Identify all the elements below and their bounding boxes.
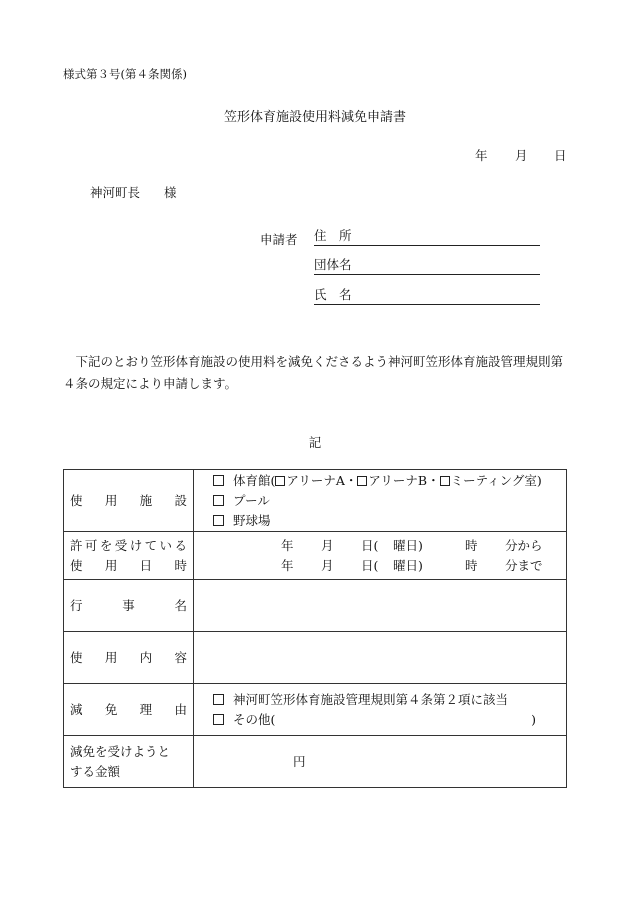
meeting-room-checkbox[interactable]	[440, 476, 450, 486]
datetime-label: 許 可 を 受 け て い る 使 用 日 時	[64, 532, 194, 580]
gym-option: 体育館( アリーナA・ アリーナB・ ミーティング室)	[213, 471, 566, 491]
baseball-checkbox[interactable]	[213, 515, 224, 526]
pool-option: プール	[213, 491, 566, 511]
reason-other-checkbox[interactable]	[213, 714, 224, 725]
applicant-name-label: 氏 名	[314, 287, 352, 302]
baseball-option: 野球場	[213, 511, 566, 531]
amount-row	[64, 736, 567, 788]
event-name-field[interactable]	[194, 580, 567, 632]
datetime-row	[64, 532, 567, 580]
date-day-label: 日	[554, 148, 567, 163]
content-label: 使 用 内 容	[64, 632, 194, 684]
content-field[interactable]	[194, 632, 567, 684]
addressee-honorific: 様	[164, 185, 177, 200]
arena-b-checkbox[interactable]	[357, 476, 367, 486]
datetime-from-row: 年 月 日( 曜日) 時 分から	[281, 537, 543, 553]
gym-checkbox[interactable]	[213, 475, 224, 486]
facility-options	[194, 470, 567, 532]
form-number: 様式第３号(第４条関係)	[63, 67, 187, 81]
datetime-to-row: 年 月 日( 曜日) 時 分まで	[281, 557, 543, 573]
date-year-label: 年	[475, 148, 488, 163]
group-name-label: 団体名	[314, 257, 352, 272]
reason-rule-checkbox[interactable]	[213, 694, 224, 705]
facility-label: 使 用 施 設	[64, 470, 194, 532]
amount-field[interactable]	[194, 736, 567, 788]
reason-row	[64, 684, 567, 736]
reason-option-rule: 神河町笠形体育施設管理規則第４条第２項に該当	[213, 690, 566, 710]
reason-option-other: その他( )	[213, 710, 566, 730]
address-field[interactable]	[314, 229, 540, 246]
content-row	[64, 632, 567, 684]
addressee	[90, 183, 177, 201]
reason-label: 減 免 理 由	[64, 684, 194, 736]
pool-checkbox[interactable]	[213, 495, 224, 506]
applicant-label: 申請者	[260, 232, 298, 247]
facility-row	[64, 470, 567, 532]
amount-label: 減免を受けようと する金額	[64, 736, 194, 788]
date-month-label: 月	[515, 148, 528, 163]
body-text: 下記のとおり笠形体育施設の使用料を減免くださるよう神河町笠形体育施設管理規則第４条の規定により申請します。	[63, 354, 564, 391]
document-title: 笠形体育施設使用料減免申請書	[223, 110, 406, 125]
application-table	[63, 469, 567, 788]
addressee-name: 神河町長	[90, 185, 141, 200]
group-name-field[interactable]	[314, 258, 540, 275]
event-label: 行 事 名	[64, 580, 194, 632]
yen-unit: 円	[293, 753, 306, 769]
applicant-name-field[interactable]	[314, 288, 540, 305]
address-label: 住 所	[314, 228, 352, 243]
ki-heading: 記	[308, 435, 322, 450]
datetime-values[interactable]	[194, 532, 567, 580]
reason-options	[194, 684, 567, 736]
event-row	[64, 580, 567, 632]
arena-a-checkbox[interactable]	[275, 476, 285, 486]
